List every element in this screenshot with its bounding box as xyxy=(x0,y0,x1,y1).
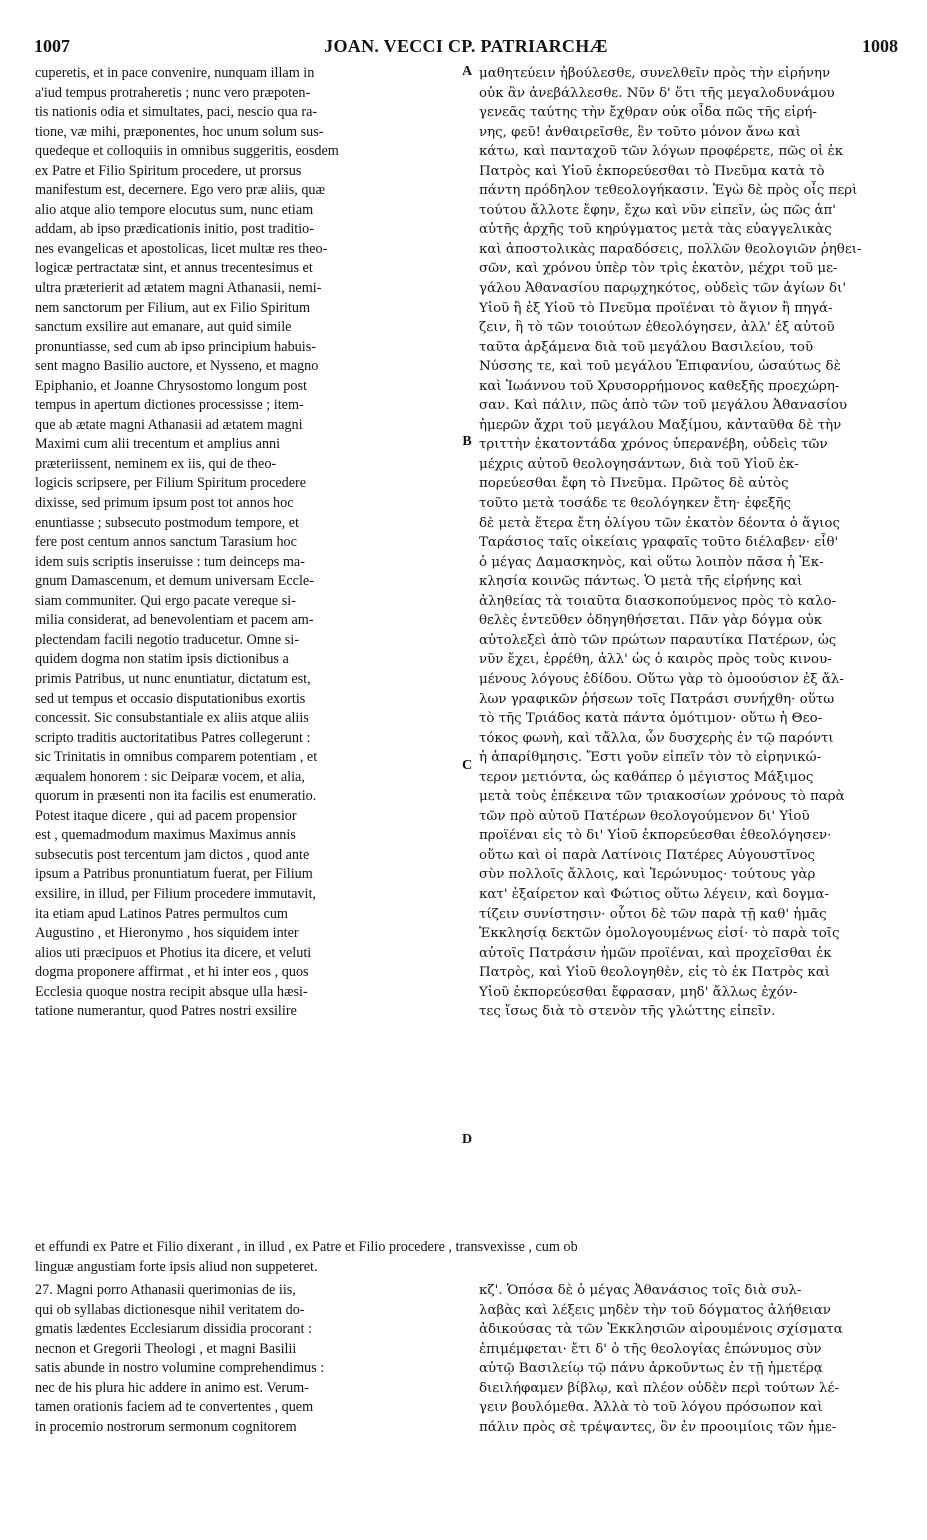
latin-text-line: pronuntiasse, sed cum ab ipso principium habuis- xyxy=(35,338,316,355)
latin-text-line: est , quemadmodum maximus Maximus annis xyxy=(35,827,296,844)
latin-text-line: dixisse, sed primum ipsum post tot annos hoc xyxy=(35,495,294,512)
greek-text-line: τερον μετιόντα, ὡς καθάπερ ὁ μέγιστος Μάξιμος xyxy=(479,769,814,785)
latin-text-line: siam communiter. Qui ergo pacate vereque si- xyxy=(35,592,296,609)
greek-text-line: νῦν ἔχει, ἐρρέθη, ἀλλ' ὡς ὁ καιρὸς πρὸς τοὺς κινου- xyxy=(479,652,832,668)
latin-text-line: manifestum est, decernere. Ego vero præ aliis, quæ xyxy=(35,182,325,199)
greek-text-line: μένους λόγους ἐδίδου. Οὕτω γὰρ τὸ ὁμοούσιον ἐξ ἄλ- xyxy=(479,671,844,687)
greek-column-top xyxy=(479,64,904,1022)
greek-text-line: αὐτολεξεὶ ἀπὸ τῶν πρώτων παραυτίκα Πατέρων, ὡς xyxy=(479,632,837,648)
greek-text-line: μετὰ τοὺς ἐπέκεινα τῶν τριακοσίων χρόνους τὸ παρὰ xyxy=(479,789,845,805)
latin-text-line: ipsum a Patribus pronuntiatum fuerat, per Filium xyxy=(35,866,313,883)
greek-text-line: ἐπιμέμφεται· ἔτι δ' ὁ τῆς θεολογίας ἐπώνυμος σὺν xyxy=(479,1341,822,1357)
latin-column-bottom xyxy=(35,1281,455,1437)
latin-text-line: enuntiasse ; subsecuto postmodum tempore, et xyxy=(35,514,299,531)
greek-text-line: ταῦτα ἀρξάμενα διὰ τοῦ μεγάλου Βασιλείου, τοῦ xyxy=(479,339,814,355)
latin-text-line: et effundi ex Patre et Filio dixerant , in illud , ex Patre et Filio procedere , transvexisse , cum ob xyxy=(35,1239,578,1255)
latin-text-line: quorum in præsenti non ita facilis est enumeratio. xyxy=(35,788,317,805)
greek-text-line: καὶ ἀποστολικὰς παραδόσεις, πολλῶν θεολογιῶν ῥηθει- xyxy=(479,241,862,257)
greek-text-line: σαν. Καὶ πάλιν, πῶς ἀπὸ τῶν τοῦ μεγάλου Ἀθανασίου xyxy=(479,398,848,414)
greek-text-line: λαβὰς καὶ λέξεις μηδὲν τὴν τοῦ δόγματος ἀλήθειαν xyxy=(479,1302,831,1318)
greek-text-line: κλησία κοινῶς πάντως. Ὁ μετὰ τῆς εἰρήνης καὶ xyxy=(479,574,803,590)
latin-text-line: a'iud tempus protraheretis ; nunc vero præpoten- xyxy=(35,84,311,101)
latin-text-line: ultra præterierit ad ætatem magni Athanasii, nemi- xyxy=(35,280,322,297)
greek-text-line: τούτου ἄλλοτε ἔφην, ἔχω καὶ νῦν εἰπεῖν, ὡς πῶς ἀπ' xyxy=(479,202,836,218)
latin-text-line: primis Patribus, ut nunc enuntiatur, dictatum est, xyxy=(35,670,311,687)
latin-text-line: nec de his plura hic addere in animo est. Verum- xyxy=(35,1379,309,1396)
greek-text-line: μαθητεύειν ἠβούλεσθε, συνελθεῖν πρὸς τὴν εἰρήνην xyxy=(479,66,831,81)
latin-text-line: quedeque et colloquiis in omnibus suggeritis, eosdem xyxy=(35,143,339,160)
latin-text-line: tis nationis odia et simultates, paci, nescio qua ra- xyxy=(35,104,318,121)
latin-text-line: ita etiam apud Latinos Patres permultos cum xyxy=(35,905,288,922)
latin-text-line: linguæ angustiam forte ipsis aliud non suppeteret. xyxy=(35,1258,318,1275)
latin-text-line: Potest itaque dicere , qui ad pacem propensior xyxy=(35,807,297,824)
greek-text-line: προϊέναι εἰς τὸ δι' Υἱοῦ ἐκπορεύεσθαι ἐθεολόγησεν· xyxy=(479,828,832,844)
latin-text-line: satis abunde in nostro volumine comprehendimus : xyxy=(35,1360,325,1377)
latin-text-line: sent magno Basilio auctore, et Nysseno, et magno xyxy=(35,358,319,375)
latin-text-line: tatione numerantur, quod Patres nostri exsilire xyxy=(35,1003,297,1020)
section-marker-b: B xyxy=(462,434,472,449)
greek-text-line: ὁ μέγας Δαμασκηνὸς, καὶ οὕτω λοιπὸν πᾶσα ἡ Ἐκ- xyxy=(479,554,824,570)
greek-text-line: γάλου Ἀθανασίου παρῳχηκότος, οὐδεὶς τῶν ἁγίων δι' xyxy=(479,281,847,297)
page-header xyxy=(34,36,898,58)
latin-text-line: nes evangelicas et apostolicas, licet multæ res theo- xyxy=(35,240,328,257)
greek-text-line: κατ' ἐξαίρετον καὶ Φώτιος οὕτω λέγειν, καὶ δογμα- xyxy=(479,886,829,902)
greek-text-line: Ἐκκλησίᾳ δεκτῶν ὁμολογουμένως εἰσί· τὸ παρὰ τοῖς xyxy=(479,926,840,942)
greek-text-line: αὐτοῖς Πατράσιν ἡμῶν προϊέναι, καὶ προχεῖσθαι ἐκ xyxy=(479,945,832,961)
greek-text-line: κάτω, καὶ πανταχοῦ τῶν λόγων προφέρετε, πῶς οἱ ἐκ xyxy=(479,144,844,160)
latin-text-line: æqualem honorem : sic Deiparæ vocem, et alia, xyxy=(35,768,305,785)
page-number-left: 1007 xyxy=(34,36,70,56)
greek-text-line: τὸ τῆς Τριάδος κατὰ πάντα ὁμότιμον· οὕτω ἡ Θεο- xyxy=(479,711,823,727)
section-marker-a: A xyxy=(461,64,473,79)
running-title: JOAN. VECCI CP. PATRIARCHÆ xyxy=(324,36,608,56)
latin-text-line: necnon et Gregorii Theologi , et magni Basilii xyxy=(35,1340,297,1357)
greek-text-line: οὐκ ἂν ἀνεβάλλεσθε. Νῦν δ' ὅτι τῆς μεγαλοδυνάμου xyxy=(479,85,835,101)
latin-text-line: nem sanctorum per Filium, aut ex Filio Spiritum xyxy=(35,299,311,316)
greek-text-line: Πατρὸς καὶ Υἱοῦ ἐκπορεύεσθαι τὸ Πνεῦμα κατὰ τὸ xyxy=(479,163,825,179)
latin-text-line: ex Patre et Filio Spiritum procedere, ut prorsus xyxy=(35,162,302,179)
latin-text-line: Epiphanio, et Joanne Chrysostomo longum post xyxy=(35,377,307,394)
latin-text-line: alio atque alio tempore elocutus sum, nunc etiam xyxy=(35,201,314,218)
latin-text-line: addam, ab ipso prædicationis initio, post traditio- xyxy=(35,221,314,238)
greek-text-line: καὶ Ἰωάννου τοῦ Χρυσορρήμονος καθεξῆς προεχώρη- xyxy=(479,378,840,394)
greek-text-line: διειλήφαμεν βίβλῳ, καὶ πλέον οὐδὲν περὶ τούτων λέ- xyxy=(479,1380,839,1396)
greek-text-line: τριττὴν ἑκατοντάδα χρόνος ὑπερανέβη, οὐδεὶς τῶν xyxy=(479,437,828,453)
greek-text-line: Υἱοῦ ἢ ἐξ Υἱοῦ τὸ Πνεῦμα προϊέναι τὸ ἅγιον ἢ πηγά- xyxy=(479,300,833,316)
latin-text-line: milia considerat, ad benevolentiam et pacem am- xyxy=(35,612,314,629)
greek-text-line: τίζειν συνίστησιν· οὗτοι δὲ τῶν παρὰ τῇ καθ' ἡμᾶς xyxy=(479,906,827,922)
latin-text-line: exsilire, in illud, per Filium procedere immutavit, xyxy=(35,885,316,902)
full-width-latin-text xyxy=(35,1238,900,1277)
latin-text-line: gmatis lædentes Ecclesiarum dissidia procorant : xyxy=(35,1321,312,1338)
page-number-right: 1008 xyxy=(862,36,898,56)
greek-text-line: Ταράσιος ταῖς οἰκείαις γραφαῖς τοῦτο διέλαβεν· εἶθ' xyxy=(479,535,839,551)
latin-text-line: Maximi cum alii trecentum et amplius anni xyxy=(35,436,281,453)
latin-text-line: sic Trinitatis in omnibus comparem potentiam , et xyxy=(35,749,318,766)
latin-text-line: præteriissent, neminem ex iis, qui de theo- xyxy=(35,455,277,472)
greek-text-line: οὕτω καὶ οἱ παρὰ Λατίνοις Πατέρες Αὐγουστῖνος xyxy=(479,847,816,863)
latin-text-line: in procemio nostrorum sermonum cognitorem xyxy=(35,1418,297,1435)
latin-text-line: quidem dogma non statim ipsis dictionibus a xyxy=(35,651,289,668)
greek-text-line: τόκος φωνὴ, καὶ τἄλλα, ὧν δυσχερὴς ἐν τῷ παρόντι xyxy=(479,730,834,746)
latin-text-line: tamen orationis faciem ad te convertentes , quem xyxy=(35,1399,314,1416)
greek-text-line: αὐτῆς ἀρχῆς τοῦ κηρύγματος μετὰ τὰς εὐαγγελικὰς xyxy=(479,222,832,238)
greek-text-line: ἡμερῶν ἄχρι τοῦ μεγάλου Μαξίμου, κἀνταῦθα δὲ τὴν xyxy=(479,417,842,433)
latin-text-line: logicis scripsere, per Filium Spiritum procedere xyxy=(35,475,307,492)
greek-text-line: τες ἴσως διὰ τὸ στενὸν τῆς γλώττης εἰπεῖν. xyxy=(479,1004,776,1020)
greek-text-line: Νύσσης τε, καὶ τοῦ μεγάλου Ἐπιφανίου, ὡσαύτως δὲ xyxy=(479,359,841,375)
greek-text-line: πάλιν πρὸς σὲ τρέψαντες, ὃν ἐν προοιμίοις τῶν ἡμε- xyxy=(479,1419,837,1435)
latin-text-line: qui ob syllabas dictionesque nihil veritatem do- xyxy=(35,1301,305,1318)
greek-text-line: θελὲς ἐντεῦθεν ὁδηγηθήσεται. Πᾶν γὰρ δόγμα οὐκ xyxy=(479,613,823,629)
latin-text-line: fere post centum annos sanctum Tarasium hoc xyxy=(35,534,297,551)
latin-text-line: dogma proponere affirmat , et hi inter eos , quos xyxy=(35,964,309,981)
greek-text-line: γειν βουλόμεθα. Ἀλλὰ τὸ τοῦ λόγου πρόσωπον καὶ xyxy=(479,1400,823,1416)
greek-column-bottom xyxy=(479,1281,904,1437)
latin-text-line: sanctum exsilire aut emanare, aut quid simile xyxy=(35,319,292,336)
greek-text-line: αὐτῷ Βασιλείῳ τῷ πάνυ ἀρκοῦντως ἐν τῇ ἡμετέρᾳ xyxy=(479,1361,823,1377)
greek-text-line: νης, φεῦ! ἀνθαιρεῖσθε, ἓν τοῦτο μόνον ἄνω καὶ xyxy=(479,124,801,140)
latin-text-line: concessit. Sic consubstantiale ex aliis atque aliis xyxy=(35,710,309,727)
latin-text-line: subsecutis post tercentum jam dictos , quod ante xyxy=(35,846,310,863)
section-marker-c: C xyxy=(461,758,473,773)
section-marker-d: D xyxy=(461,1132,473,1147)
greek-text-line: κζ'. Ὁπόσα δὲ ὁ μέγας Ἀθανάσιος τοῖς διὰ συλ- xyxy=(479,1283,802,1298)
latin-text-line: sed ut tempus et occasio disputationibus exortis xyxy=(35,690,306,707)
greek-text-line: γενεᾶς ταύτης τὴν ἔχθραν οὐκ οἶδα πῶς τῆς εἰρή- xyxy=(479,105,817,121)
latin-text-line: alios uti præcipuos et Photius ita dicere, et veluti xyxy=(35,944,312,961)
latin-text-line: Ecclesia quoque nostra recipit absque ulla hæsi- xyxy=(35,983,308,1000)
latin-column-top xyxy=(35,64,455,1022)
greek-text-line: ἀδικούσας τὰ τῶν Ἐκκλησιῶν αἱρουμένοις σχίσματα xyxy=(479,1322,843,1338)
latin-text-line: 27. Magni porro Athanasii querimonias de iis, xyxy=(35,1282,296,1298)
latin-text-line: que ab ætate magni Athanasii ad ætatem magni xyxy=(35,416,303,433)
greek-text-line: σὺν πολλοῖς ἄλλοις, καὶ Ἱερώνυμος· τούτους γὰρ xyxy=(479,867,816,883)
greek-text-line: Υἱοῦ ἐκπορεύεσθαι ἔφρασαν, μηδ' ἄλλως ἐχόν- xyxy=(479,984,798,1000)
greek-text-line: λων γραφικῶν ῥήσεων τοῖς Πατράσι συνήχθη· οὕτω xyxy=(479,691,835,707)
greek-text-line: πάντη πρόδηλον τεθεολογήκασιν. Ἐγὼ δὲ πρὸς οἷς περὶ xyxy=(479,183,858,199)
latin-text-line: tione, væ mihi, præponentes, hoc unum solum sus- xyxy=(35,123,324,140)
latin-text-line: cuperetis, et in pace convenire, nunquam illam in xyxy=(35,65,315,81)
greek-text-line: πορεύεσθαι ἔφη τὸ Πνεῦμα. Πρῶτος δὲ αὐτὸς xyxy=(479,476,789,492)
greek-text-line: ἀληθείας τὰ τοιαῦτα διασκοπούμενος πρὸς τὸ καλο- xyxy=(479,593,837,609)
greek-text-line: ζειν, ἢ τὸ τῶν τοιούτων ἐθεολόγησεν, ἀλλ' ἐξ αὐτοῦ xyxy=(479,320,835,336)
latin-text-line: idem suis scriptis inseruisse : tum deinceps ma- xyxy=(35,553,305,570)
latin-text-line: scripto traditis auctoritatibus Patres collegerunt : xyxy=(35,729,311,746)
greek-text-line: σῶν, καὶ χρόνου ὑπὲρ τὸν τρὶς ἑκατὸν, μέχρι τοῦ με- xyxy=(479,261,838,277)
greek-text-line: τοῦτο μετὰ τοσάδε τε θεολόγηκεν ἔτη· ἐφεξῆς xyxy=(479,496,792,512)
greek-text-line: μέχρις αὐτοῦ θεολογησάντων, διὰ τοῦ Υἱοῦ ἐκ- xyxy=(479,456,799,472)
latin-text-line: tempus in apertum dictiones processisse ; item- xyxy=(35,397,304,414)
latin-text-line: Augustino , et Hieronymo , hos siquidem inter xyxy=(35,925,299,942)
greek-text-line: τῶν πρὸ αὐτοῦ Πατέρων θεολογούμενον δι' Υἱοῦ xyxy=(479,808,810,824)
greek-text-line: ἡ ἀπαρίθμησις. Ἔστι γοῦν εἰπεῖν τὸν τὸ εἰρηνικώ- xyxy=(479,750,822,766)
latin-text-line: plectendam facili negotio traducetur. Omne si- xyxy=(35,631,299,648)
greek-text-line: δὲ μετὰ ἕτερα ἔτη ὀλίγου τῶν ἑκατὸν δέοντα ὁ ἅγιος xyxy=(479,515,840,531)
latin-text-line: gnum Damascenum, et demum universam Eccle- xyxy=(35,573,314,590)
latin-text-line: logicæ pertractatæ sint, et annus trecentesimus et xyxy=(35,260,313,277)
greek-text-line: Πατρὸς, καὶ Υἱοῦ θεολογηθὲν, εἰς τὸ ἐκ Πατρὸς καὶ xyxy=(479,965,831,981)
